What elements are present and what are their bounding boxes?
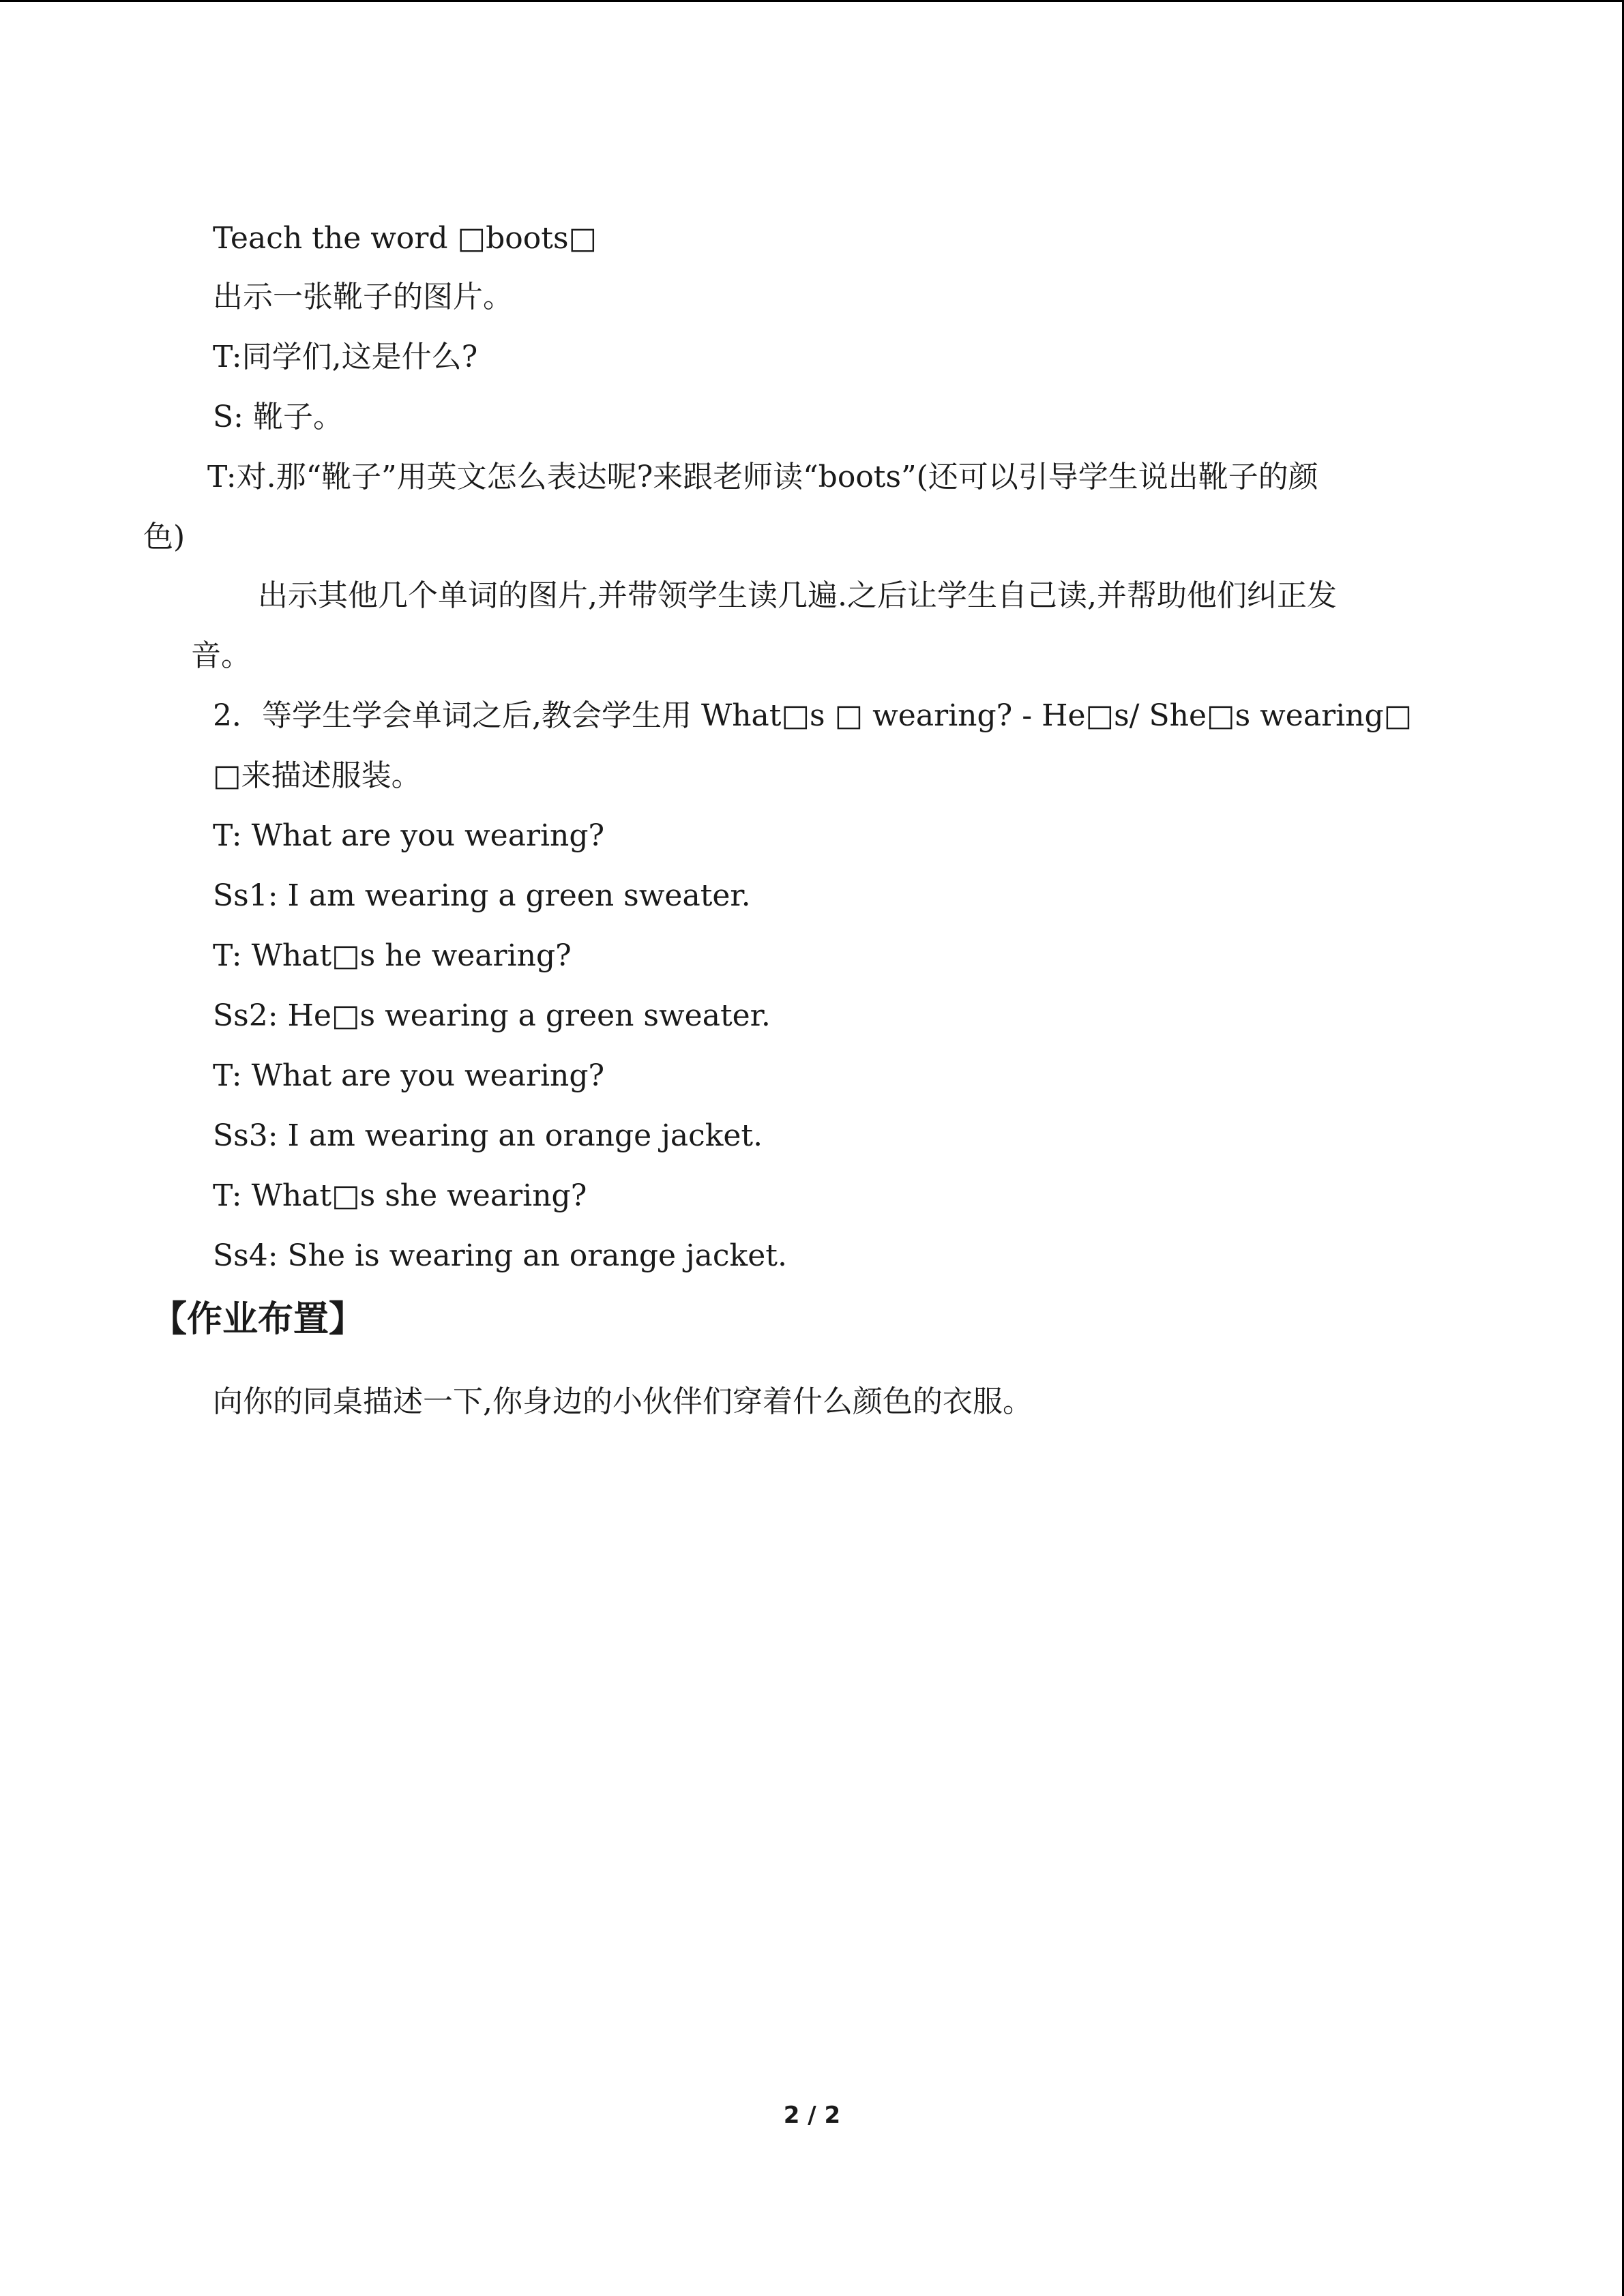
- text-line-teacher-explain-cont: 色): [143, 520, 186, 554]
- homework-text: 向你的同桌描述一下,你身边的小伙伴们穿着什么颜色的衣服。: [213, 1384, 1033, 1419]
- text-line-student-answer: S: 靴子。: [213, 400, 343, 434]
- page-number: 2 / 2: [783, 2102, 841, 2129]
- text-line-teacher-explain: T:对.那“靴子”用英文怎么表达呢?来跟老师读“boots”(还可以引导学生说出靴子的颜: [207, 460, 1318, 494]
- dialogue-line-5: T: What are you wearing?: [213, 1058, 605, 1093]
- text-line-teacher-question: T:同学们,这是什么?: [213, 340, 478, 374]
- homework-heading: 【作业布置】: [151, 1299, 365, 1340]
- dialogue-line-3: T: What□s he wearing?: [213, 938, 572, 973]
- text-line-step-two: 2．等学生学会单词之后,教会学生用 What□s □ wearing? - He□s/ She□s wearing□: [213, 698, 1413, 733]
- dialogue-line-6: Ss3: I am wearing an orange jacket.: [213, 1118, 763, 1153]
- dialogue-line-8: Ss4: She is wearing an orange jacket.: [213, 1238, 787, 1273]
- dialogue-line-1: T: What are you wearing?: [213, 818, 605, 853]
- text-line-show-picture: 出示一张靴子的图片。: [213, 280, 513, 314]
- text-line-other-words-cont: 音。: [191, 638, 251, 673]
- page-border-top: [0, 0, 1624, 2]
- dialogue-line-4: Ss2: He□s wearing a green sweater.: [213, 998, 771, 1033]
- text-line-other-words: 出示其他几个单词的图片,并带领学生读几遍.之后让学生自己读,并帮助他们纠正发: [258, 578, 1337, 613]
- text-line-step-two-cont: □来描述服装。: [213, 758, 422, 793]
- dialogue-line-7: T: What□s she wearing?: [213, 1178, 587, 1213]
- dialogue-line-2: Ss1: I am wearing a green sweater.: [213, 878, 751, 913]
- text-line-teach-word: Teach the word □boots□: [213, 221, 597, 256]
